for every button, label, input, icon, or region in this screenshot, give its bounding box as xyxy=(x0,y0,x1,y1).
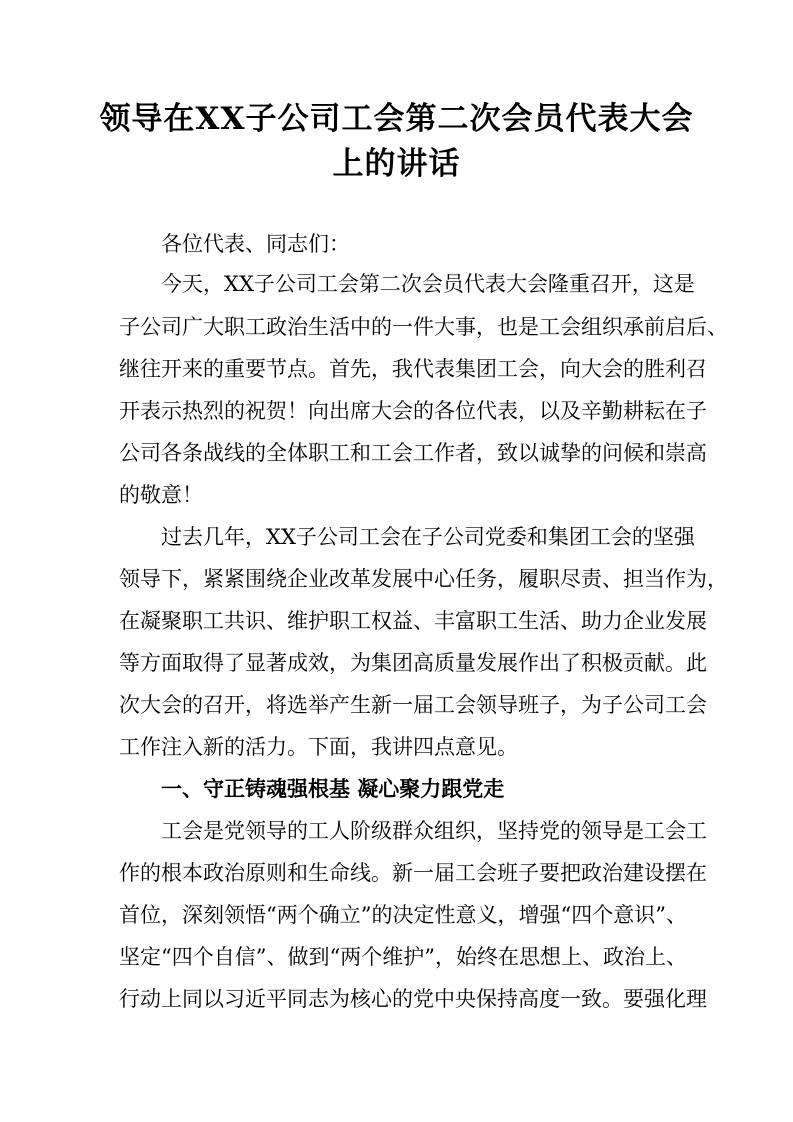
body-line: 工会是党领导的工人阶级群众组织，坚持党的领导是工会工 xyxy=(161,819,707,843)
document-title-line-2: 上的讲话 xyxy=(332,146,461,182)
body-line: 首位，深刻领悟“两个确立”的决定性意义，增强“四个意识”、 xyxy=(119,903,687,927)
body-line: 过去几年，XX子公司工会在子公司党委和集团工会的坚强 xyxy=(161,525,695,549)
body-line: 作的根本政治原则和生命线。新一届工会班子要把政治建设摆在 xyxy=(119,861,707,885)
body-line: 今天，XX子公司工会第二次会员代表大会隆重召开，这是 xyxy=(161,272,695,296)
body-line: 在凝聚职工共识、维护职工权益、丰富职工生活、助力企业发展 xyxy=(119,609,707,633)
body-line: 坚定“四个自信”、做到“两个维护”，始终在思想上、政治上、 xyxy=(119,945,687,969)
body-line: 领导下，紧紧围绕企业改革发展中心任务，履职尽责、担当作为， xyxy=(119,567,728,591)
body-line: 继往开来的重要节点。首先，我代表集团工会，向大会的胜利召 xyxy=(119,357,707,381)
body-line: 工作注入新的活力。下面，我讲四点意见。 xyxy=(119,735,518,759)
body-line: 次大会的召开，将选举产生新一届工会领导班子，为子公司工会 xyxy=(119,693,707,717)
body-line: 子公司广大职工政治生活中的一件大事，也是工会组织承前启后、 xyxy=(119,315,728,339)
section-heading: 一、守正铸魂强根基 凝心聚力跟党走 xyxy=(161,776,505,801)
body-line: 等方面取得了显著成效，为集团高质量发展作出了积极贡献。此 xyxy=(119,651,707,675)
document-title-line-1: 领导在XX子公司工会第二次会员代表大会 xyxy=(99,101,694,137)
salutation: 各位代表、同志们： xyxy=(161,232,350,256)
body-line: 公司各条战线的全体职工和工会工作者，致以诚挚的问候和崇高 xyxy=(119,441,707,465)
body-line: 的敬意！ xyxy=(119,483,203,507)
body-line: 开表示热烈的祝贺！向出席大会的各位代表，以及辛勤耕耘在子 xyxy=(119,399,707,423)
body-line: 行动上同以习近平同志为核心的党中央保持高度一致。要强化理 xyxy=(119,987,707,1011)
